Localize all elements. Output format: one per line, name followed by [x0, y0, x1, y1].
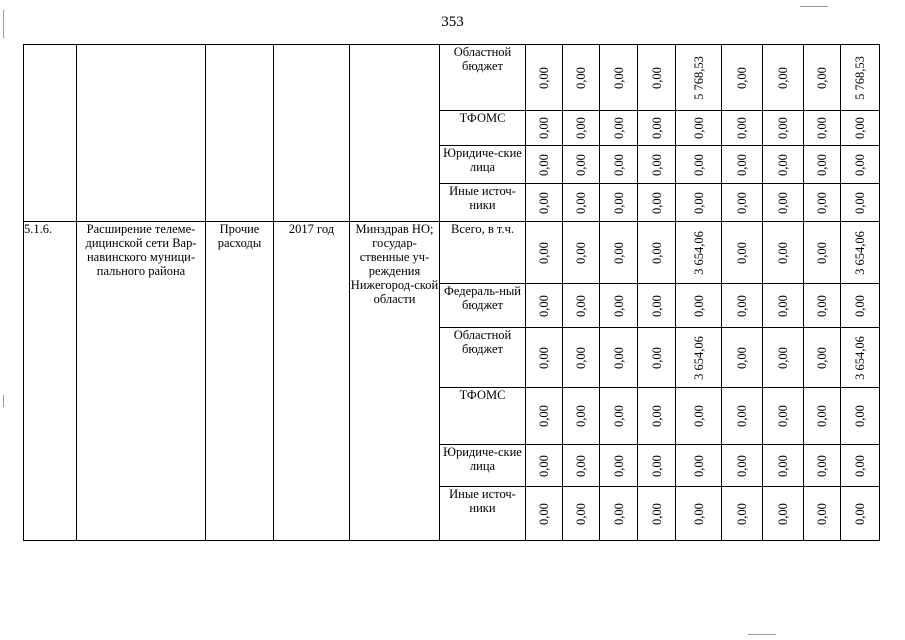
value-text: 0,00 — [853, 191, 867, 214]
value-text: 0,00 — [776, 66, 790, 89]
value-cell — [804, 146, 841, 184]
value-text: 0,00 — [815, 66, 829, 89]
table-row — [24, 222, 880, 284]
value-cell — [676, 146, 722, 184]
value-cell — [600, 222, 638, 284]
budget-table — [23, 44, 880, 541]
value-text: 0,00 — [815, 153, 829, 176]
value-text: 0,00 — [691, 294, 706, 317]
value-cell — [600, 328, 638, 388]
value-text: 0,00 — [735, 66, 749, 89]
value-cell — [526, 445, 563, 487]
value-cell — [563, 328, 600, 388]
value-cell — [638, 146, 676, 184]
value-text: 0,00 — [853, 405, 867, 427]
value-text: 0,00 — [735, 454, 749, 477]
value-cell — [676, 222, 722, 284]
value-text: 0,00 — [691, 191, 706, 214]
value-cell — [763, 328, 804, 388]
value-cell — [804, 222, 841, 284]
value-text: 0,00 — [574, 66, 588, 89]
value-cell — [563, 284, 600, 328]
value-text: 0,00 — [691, 405, 706, 427]
value-text: 0,00 — [611, 502, 626, 525]
value-text: 0,00 — [691, 454, 706, 477]
value-cell — [804, 184, 841, 222]
funding-source: Юридиче-ские лица — [440, 445, 526, 487]
value-cell — [638, 111, 676, 146]
value-text: 0,00 — [815, 405, 829, 427]
funding-source: Областной бюджет — [440, 328, 526, 388]
value-cell — [638, 445, 676, 487]
value-cell — [676, 184, 722, 222]
value-cell — [722, 487, 763, 541]
value-text: 0,00 — [815, 191, 829, 214]
value-cell — [638, 184, 676, 222]
value-text: 0,00 — [649, 66, 664, 89]
budget-table-body — [24, 45, 880, 541]
scan-mark — [3, 10, 4, 38]
value-text: 3 654,06 — [691, 230, 706, 275]
funding-source: ТФОМС — [440, 111, 526, 146]
value-text: 0,00 — [815, 454, 829, 477]
value-text: 0,00 — [611, 191, 626, 214]
item-period: 2017 год — [274, 222, 350, 541]
value-text: 0,00 — [853, 502, 867, 525]
value-text: 3 654,06 — [853, 335, 867, 380]
value-text: 0,00 — [815, 241, 829, 264]
scan-mark — [748, 634, 776, 635]
value-cell — [600, 445, 638, 487]
value-cell — [638, 222, 676, 284]
value-cell — [638, 328, 676, 388]
value-cell — [722, 445, 763, 487]
value-text: 0,00 — [537, 153, 551, 176]
value-text: 0,00 — [853, 454, 867, 477]
value-text: 0,00 — [776, 294, 790, 317]
value-text: 5 768,53 — [691, 55, 706, 100]
page-number: 353 — [441, 14, 464, 30]
value-cell — [804, 284, 841, 328]
expense-type: Прочие расходы — [206, 222, 274, 541]
value-cell — [526, 222, 563, 284]
value-text: 0,00 — [611, 241, 626, 264]
value-text: 0,00 — [649, 191, 664, 214]
value-cell — [722, 388, 763, 445]
value-cell — [638, 284, 676, 328]
value-cell — [526, 284, 563, 328]
value-cell — [763, 45, 804, 111]
scan-mark — [800, 6, 828, 7]
value-text: 0,00 — [776, 454, 790, 477]
funding-source: Иные источ-ники — [440, 487, 526, 541]
value-text: 0,00 — [649, 117, 664, 139]
value-cell — [600, 111, 638, 146]
value-cell — [676, 328, 722, 388]
value-cell — [563, 146, 600, 184]
value-text: 0,00 — [735, 294, 749, 317]
empty-period-cell — [274, 45, 350, 222]
value-cell — [763, 284, 804, 328]
value-text: 0,00 — [574, 191, 588, 214]
value-text: 0,00 — [574, 502, 588, 525]
value-text: 0,00 — [691, 502, 706, 525]
value-cell — [841, 45, 880, 111]
value-text: 0,00 — [537, 502, 551, 525]
value-cell — [638, 487, 676, 541]
value-text: 0,00 — [537, 117, 551, 139]
value-cell — [722, 222, 763, 284]
value-cell — [841, 222, 880, 284]
value-text: 0,00 — [611, 153, 626, 176]
value-text: 5 768,53 — [853, 55, 867, 100]
value-text: 0,00 — [815, 294, 829, 317]
value-text: 0,00 — [776, 153, 790, 176]
value-text: 0,00 — [691, 117, 706, 139]
value-cell — [763, 222, 804, 284]
value-cell — [526, 146, 563, 184]
value-text: 0,00 — [537, 346, 551, 369]
value-text: 0,00 — [611, 454, 626, 477]
value-cell — [563, 184, 600, 222]
value-text: 0,00 — [815, 117, 829, 139]
funding-source: ТФОМС — [440, 388, 526, 445]
value-text: 0,00 — [649, 241, 664, 264]
value-cell — [563, 388, 600, 445]
value-cell — [804, 328, 841, 388]
value-cell — [676, 445, 722, 487]
value-text: 0,00 — [649, 294, 664, 317]
value-text: 0,00 — [611, 294, 626, 317]
value-text: 0,00 — [776, 346, 790, 369]
value-text: 0,00 — [776, 191, 790, 214]
value-text: 0,00 — [537, 191, 551, 214]
value-text: 0,00 — [574, 294, 588, 317]
value-cell — [804, 111, 841, 146]
value-cell — [841, 388, 880, 445]
value-text: 0,00 — [735, 502, 749, 525]
empty-name-cell — [77, 45, 206, 222]
value-cell — [722, 284, 763, 328]
value-text: 3 654,06 — [691, 335, 706, 380]
value-cell — [722, 111, 763, 146]
value-cell — [563, 487, 600, 541]
value-cell — [563, 111, 600, 146]
value-text: 0,00 — [537, 454, 551, 477]
value-cell — [763, 111, 804, 146]
value-text: 0,00 — [611, 346, 626, 369]
value-cell — [841, 146, 880, 184]
empty-number-cell — [24, 45, 77, 222]
value-cell — [722, 45, 763, 111]
value-text: 0,00 — [776, 241, 790, 264]
value-text: 0,00 — [649, 502, 664, 525]
value-text: 0,00 — [735, 153, 749, 176]
funding-source: Юридиче-ские лица — [440, 146, 526, 184]
value-cell — [763, 184, 804, 222]
value-cell — [763, 388, 804, 445]
value-cell — [841, 184, 880, 222]
value-text: 0,00 — [537, 241, 551, 264]
value-text: 0,00 — [735, 346, 749, 369]
value-cell — [804, 487, 841, 541]
value-cell — [638, 388, 676, 445]
value-cell — [841, 111, 880, 146]
value-cell — [676, 487, 722, 541]
value-cell — [676, 111, 722, 146]
value-cell — [600, 388, 638, 445]
value-cell — [722, 146, 763, 184]
value-text: 0,00 — [853, 294, 867, 317]
value-cell — [526, 487, 563, 541]
value-text: 0,00 — [574, 117, 588, 139]
funding-source: Иные источ-ники — [440, 184, 526, 222]
value-cell — [841, 284, 880, 328]
value-cell — [563, 222, 600, 284]
value-cell — [763, 487, 804, 541]
value-cell — [841, 445, 880, 487]
empty-type-cell — [206, 45, 274, 222]
item-name: Расширение телеме-дицинской сети Вар-навинского муници-пального района — [77, 222, 206, 541]
funding-source: Всего, в т.ч. — [440, 222, 526, 284]
scan-mark — [3, 395, 4, 407]
value-cell — [804, 45, 841, 111]
value-cell — [841, 328, 880, 388]
value-cell — [526, 184, 563, 222]
value-text: 3 654,06 — [853, 230, 867, 275]
value-cell — [600, 146, 638, 184]
value-text: 0,00 — [611, 66, 626, 89]
value-cell — [676, 45, 722, 111]
value-cell — [600, 45, 638, 111]
value-cell — [638, 45, 676, 111]
value-cell — [526, 111, 563, 146]
empty-executor-cell — [350, 45, 440, 222]
value-cell — [676, 388, 722, 445]
value-text: 0,00 — [537, 66, 551, 89]
value-cell — [563, 445, 600, 487]
value-text: 0,00 — [537, 294, 551, 317]
value-text: 0,00 — [735, 117, 749, 139]
value-text: 0,00 — [853, 153, 867, 176]
value-text: 0,00 — [815, 346, 829, 369]
value-text: 0,00 — [574, 241, 588, 264]
value-cell — [804, 445, 841, 487]
value-cell — [763, 146, 804, 184]
value-text: 0,00 — [649, 454, 664, 477]
value-text: 0,00 — [691, 153, 706, 176]
value-text: 0,00 — [735, 191, 749, 214]
value-text: 0,00 — [574, 454, 588, 477]
value-text: 0,00 — [574, 153, 588, 176]
value-cell — [526, 328, 563, 388]
value-cell — [600, 184, 638, 222]
value-cell — [526, 388, 563, 445]
value-text: 0,00 — [735, 241, 749, 264]
value-cell — [763, 445, 804, 487]
value-text: 0,00 — [815, 502, 829, 525]
value-cell — [526, 45, 563, 111]
item-executor: Минздрав НО; государ-ственные уч-реждения Нижегород-ской области — [350, 222, 440, 541]
value-text: 0,00 — [735, 405, 749, 427]
value-text: 0,00 — [574, 346, 588, 369]
value-cell — [600, 487, 638, 541]
value-text: 0,00 — [776, 405, 790, 427]
value-cell — [563, 45, 600, 111]
value-text: 0,00 — [611, 117, 626, 139]
value-cell — [600, 284, 638, 328]
value-cell — [676, 284, 722, 328]
value-cell — [722, 184, 763, 222]
value-text: 0,00 — [649, 405, 664, 427]
value-text: 0,00 — [649, 153, 664, 176]
funding-source: Федераль-ный бюджет — [440, 284, 526, 328]
value-text: 0,00 — [537, 405, 551, 427]
value-text: 0,00 — [853, 117, 867, 139]
value-cell — [841, 487, 880, 541]
value-text: 0,00 — [649, 346, 664, 369]
funding-source: Областной бюджет — [440, 45, 526, 111]
item-number: 5.1.6. — [24, 222, 77, 541]
value-cell — [722, 328, 763, 388]
value-text: 0,00 — [574, 405, 588, 427]
value-cell — [804, 388, 841, 445]
value-text: 0,00 — [776, 502, 790, 525]
value-text: 0,00 — [611, 405, 626, 427]
table-row — [24, 45, 880, 111]
value-text: 0,00 — [776, 117, 790, 139]
